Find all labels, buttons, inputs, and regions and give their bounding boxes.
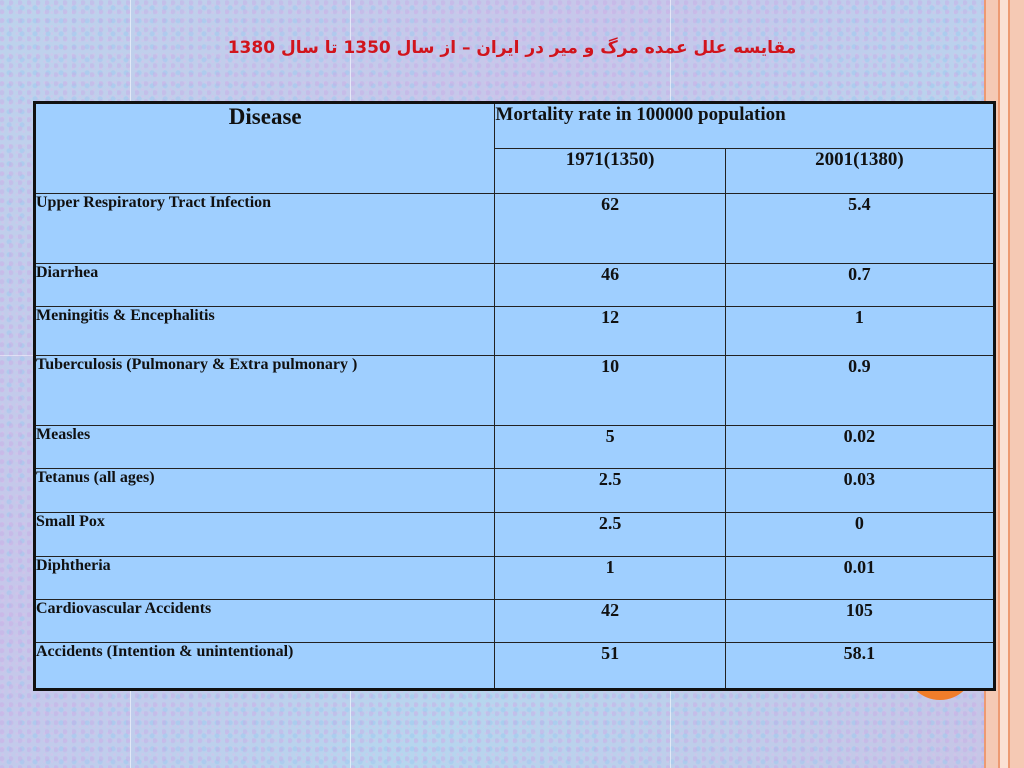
rate-2001: 0.03: [725, 469, 994, 513]
rate-2001: 58.1: [725, 643, 994, 690]
disease-name: Cardiovascular Accidents: [35, 600, 495, 643]
table-row: [35, 600, 995, 643]
rate-1971: 2.5: [495, 513, 725, 557]
mortality-table: [33, 101, 996, 691]
year-1971-header: 1971(1350): [495, 149, 725, 194]
rate-1971: 42: [495, 600, 725, 643]
disease-column-header: Disease: [35, 103, 495, 194]
decorative-stripe-inner: [998, 0, 1010, 768]
disease-name: Diphtheria: [35, 557, 495, 600]
mortality-rate-header: Mortality rate in 100000 population: [495, 103, 995, 149]
rate-2001: 0: [725, 513, 994, 557]
year-2001-header: 2001(1380): [725, 149, 994, 194]
disease-name: Measles: [35, 426, 495, 469]
table-row: [35, 356, 995, 426]
rate-2001: 0.7: [725, 264, 994, 307]
table-row: [35, 643, 995, 690]
slide-title: مقایسه علل عمده مرگ و میر در ایران – از سال 1350 تا سال 1380: [227, 38, 797, 58]
rate-1971: 46: [495, 264, 725, 307]
table-row: [35, 426, 995, 469]
disease-name: Tetanus (all ages): [35, 469, 495, 513]
rate-1971: 1: [495, 557, 725, 600]
table-row: [35, 469, 995, 513]
disease-name: Tuberculosis (Pulmonary & Extra pulmonary ): [35, 356, 495, 426]
disease-name: Meningitis & Encephalitis: [35, 307, 495, 356]
disease-name: Small Pox: [35, 513, 495, 557]
disease-name: Upper Respiratory Tract Infection: [35, 194, 495, 264]
rate-1971: 5: [495, 426, 725, 469]
table-row: [35, 194, 995, 264]
table-row: [35, 307, 995, 356]
rate-2001: 0.02: [725, 426, 994, 469]
rate-1971: 2.5: [495, 469, 725, 513]
rate-1971: 10: [495, 356, 725, 426]
rate-1971: 51: [495, 643, 725, 690]
rate-1971: 12: [495, 307, 725, 356]
disease-name: Diarrhea: [35, 264, 495, 307]
rate-2001: 5.4: [725, 194, 994, 264]
table-row: [35, 264, 995, 307]
rate-2001: 105: [725, 600, 994, 643]
table-row: [35, 513, 995, 557]
table-header-row: [35, 103, 995, 149]
rate-2001: 0.9: [725, 356, 994, 426]
rate-2001: 0.01: [725, 557, 994, 600]
table-row: [35, 557, 995, 600]
disease-name: Accidents (Intention & unintentional): [35, 643, 495, 690]
rate-2001: 1: [725, 307, 994, 356]
rate-1971: 62: [495, 194, 725, 264]
